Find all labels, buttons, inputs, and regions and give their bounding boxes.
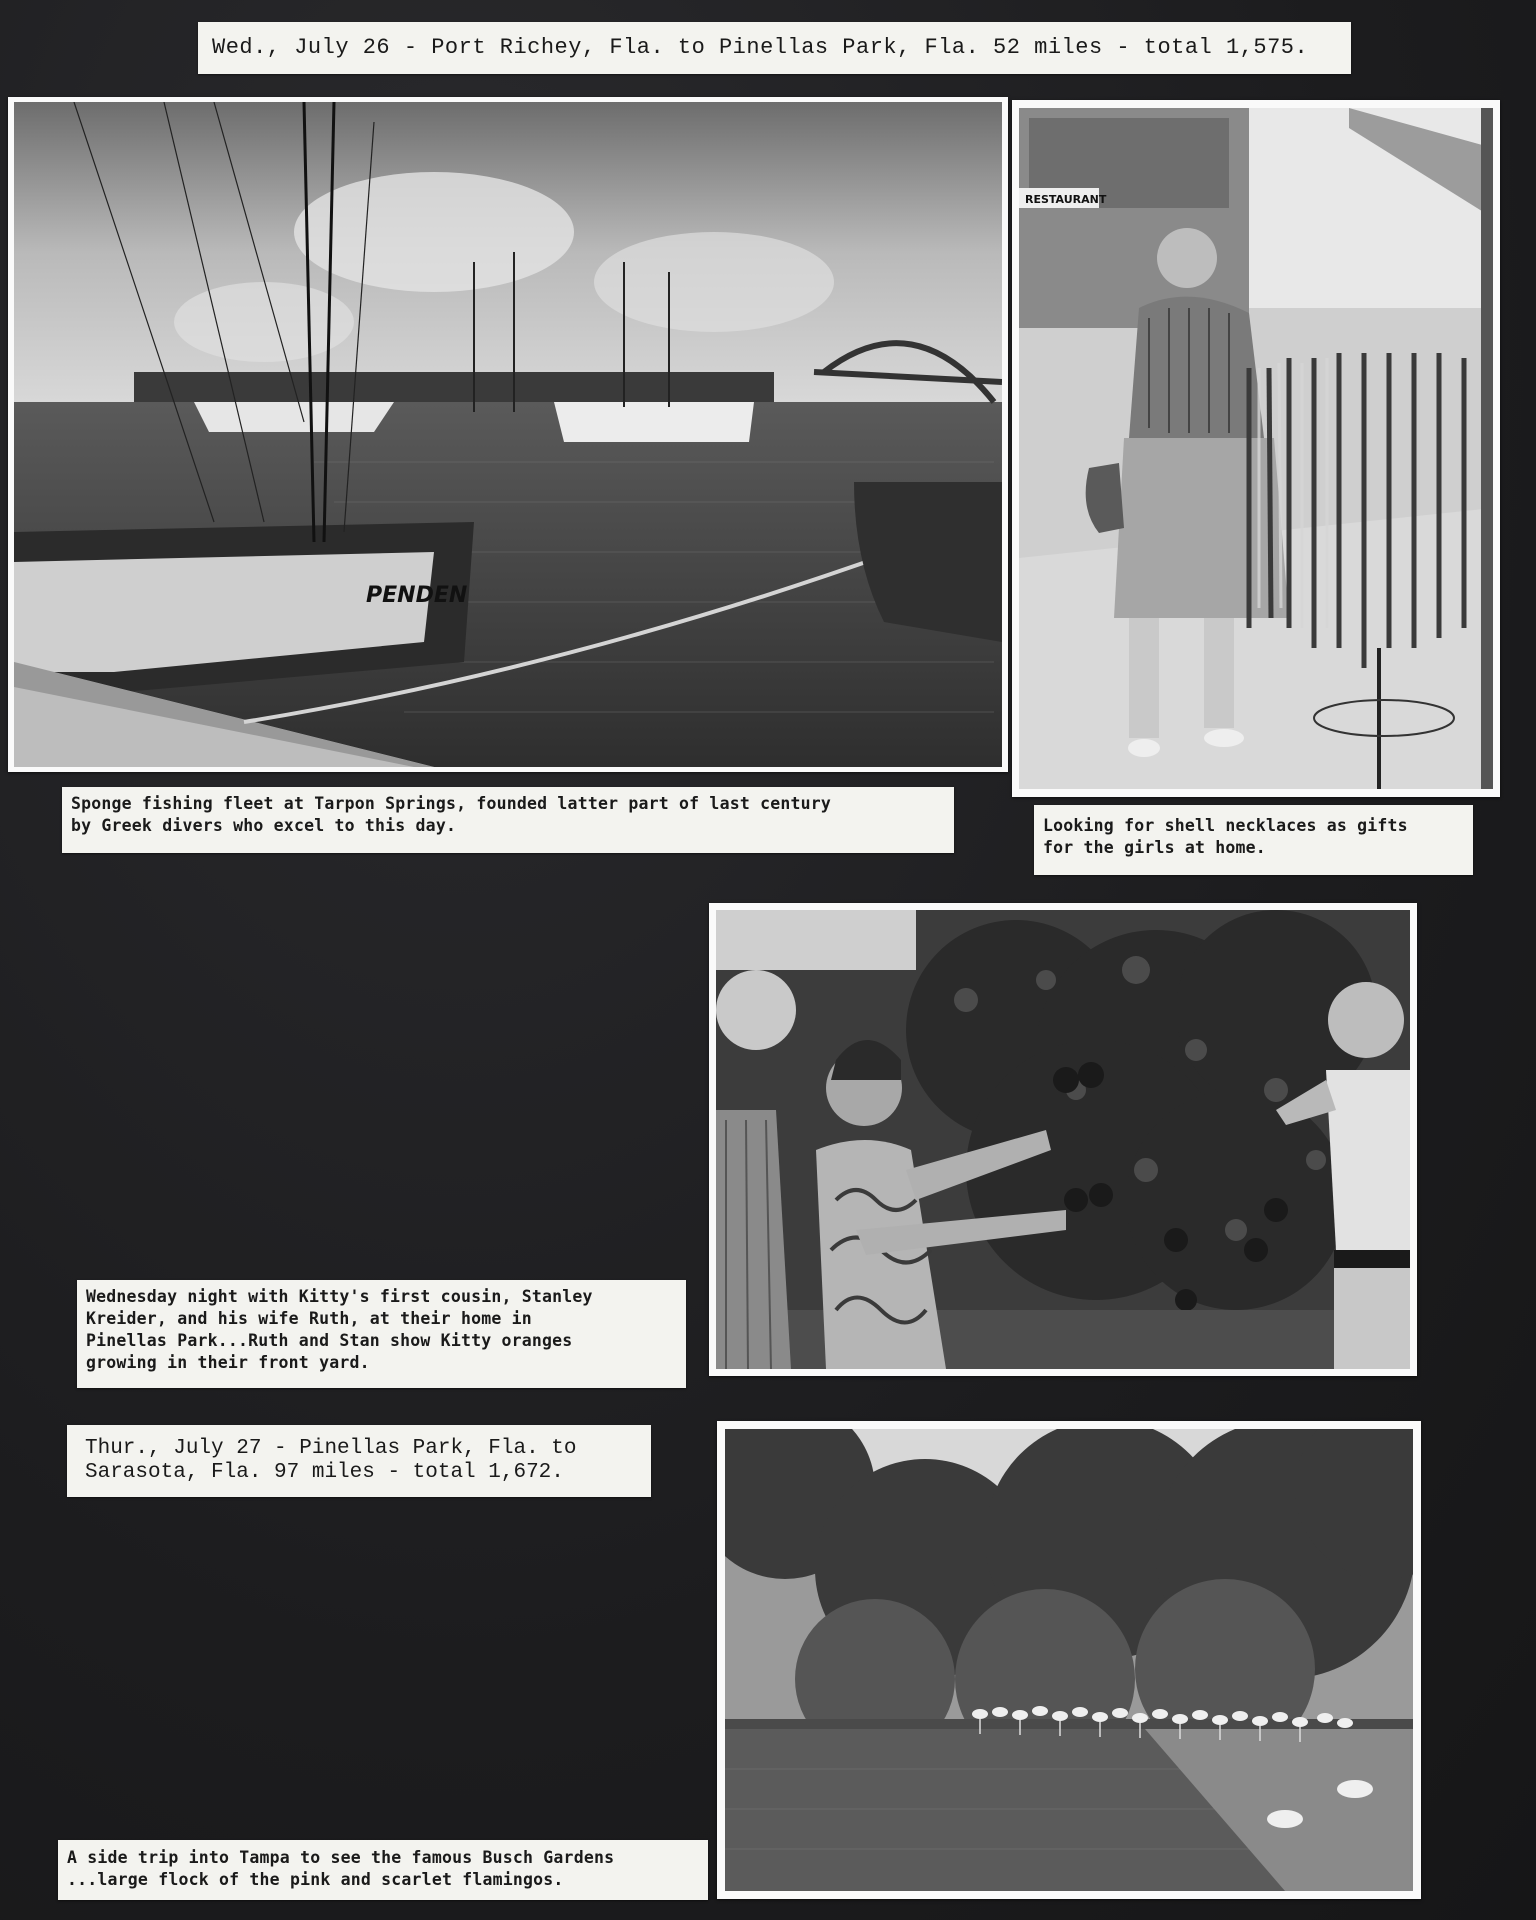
sponge-fleet-image (14, 102, 1002, 767)
flamingos-image (725, 1429, 1413, 1891)
shell-necklaces-image (1019, 108, 1493, 789)
photo-sponge-fleet (8, 97, 1008, 772)
photo-shell-necklaces (1012, 100, 1500, 797)
photo-orange-tree (709, 903, 1417, 1376)
restaurant-sign-text: RESTAURANT (1025, 193, 1107, 206)
orange-tree-image (716, 910, 1410, 1369)
thursday-date-label: Thur., July 27 - Pinellas Park, Fla. to Sarasota, Fla. 97 miles - total 1,672. (67, 1425, 651, 1497)
photo-busch-gardens-flamingos (717, 1421, 1421, 1899)
caption-busch-gardens: A side trip into Tampa to see the famous Busch Gardens ...large flock of the pink and scarlet flamingos. (58, 1840, 708, 1900)
boat-name-text: PENDEN (366, 583, 468, 608)
caption-shell-necklaces: Looking for shell necklaces as gifts for the girls at home. (1034, 805, 1473, 875)
date-header-label: Wed., July 26 - Port Richey, Fla. to Pinellas Park, Fla. 52 miles - total 1,575. (198, 22, 1351, 74)
caption-sponge-fleet: Sponge fishing fleet at Tarpon Springs, founded latter part of last century by Greek divers who excel to this day. (62, 787, 954, 853)
caption-cousin-visit: Wednesday night with Kitty's first cousin, Stanley Kreider, and his wife Ruth, at their home in Pinellas Park...Ruth and Stan show Kitty oranges growing in their front yard. (77, 1280, 686, 1388)
